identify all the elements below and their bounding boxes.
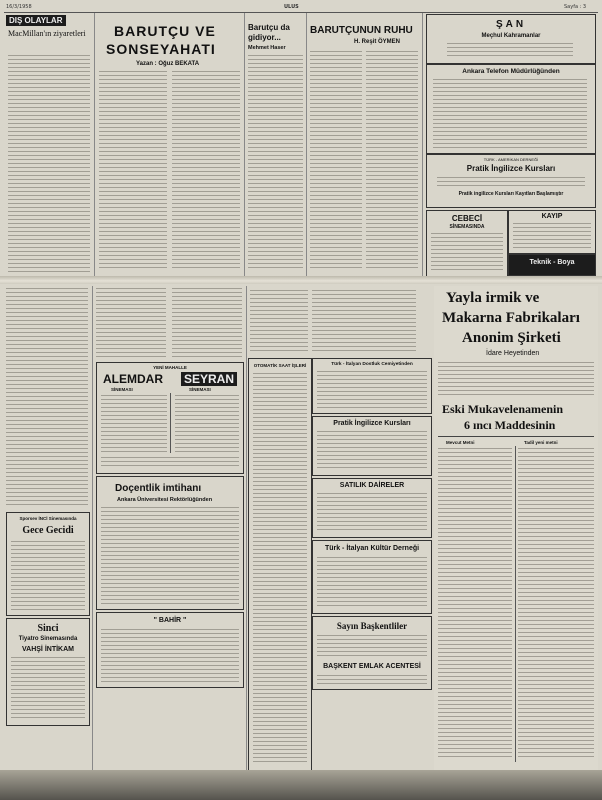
article-byline: Mehmet Haser: [248, 45, 286, 51]
article-title-line1: BARUTÇU VE: [114, 23, 216, 39]
ad-body: [438, 448, 512, 758]
ad-ankara-telefon: [426, 64, 596, 154]
ad-title: CEBECİ: [451, 214, 483, 223]
ad-title: Sayın Başkentliler: [336, 621, 408, 631]
ad-title: OTOMATİK SAAT İŞLERİ: [253, 363, 307, 368]
ad-body: [253, 373, 307, 763]
ad-body: [11, 657, 85, 719]
ad-body: [317, 635, 427, 659]
article-body: [366, 51, 418, 271]
cinema-left-name: ALEMDAR: [103, 372, 163, 386]
cinema-divider: [170, 393, 171, 453]
ad-title-line1: Yayla irmik ve: [446, 290, 540, 306]
ad-title-line3: Anonim Şirketi: [462, 330, 561, 346]
ad-subtitle: Meçhul Kahramanlar: [481, 33, 541, 39]
ad-body: [101, 507, 239, 605]
ad-body: [101, 629, 239, 683]
article-title: BARUTÇUNUN RUHU: [310, 25, 413, 36]
ad-turk-italyan-kultur: [312, 540, 432, 614]
ad-body: [518, 448, 594, 758]
article-body: [8, 55, 90, 275]
cinema-banner: YENİ MAHALLE: [153, 365, 187, 370]
column-divider: [515, 446, 516, 762]
ad-title: Gece Gecidi: [22, 525, 74, 536]
cinema-right-name: SEYRAN: [181, 372, 237, 386]
ad-title: Türk - İtalyan Kültür Derneği: [324, 545, 420, 552]
ad-body: [433, 79, 587, 149]
ad-body: [447, 43, 573, 59]
ad-title: Türk - İtalyan Dostluk Cemiyetinden: [331, 362, 413, 367]
table-edge: [0, 770, 602, 800]
ad-body: [101, 395, 167, 453]
ad-subtitle: Ankara Üniversitesi Rektörlüğünden: [117, 497, 213, 503]
ad-title: KAYIP: [541, 213, 563, 220]
article-title-line1: Barutçu da: [248, 23, 290, 32]
article-title-line2: SONSEYAHATI: [106, 41, 216, 57]
ad-otomatik: [248, 358, 312, 772]
ad-yayla-irmik: [434, 286, 598, 770]
article-byline: H. Reşit ÖYMEN: [354, 39, 401, 45]
section-label: DIŞ OLAYLAR: [6, 15, 66, 26]
ad-title-line2: Makarna Fabrikaları: [442, 310, 580, 326]
ad-docentlik: [96, 476, 244, 610]
paper-name: ULUS: [284, 4, 299, 10]
ad-body: [317, 431, 427, 471]
ad-pratik-ingilizce-2: [312, 416, 432, 476]
ad-body: [317, 493, 427, 533]
ad-body: [317, 371, 427, 409]
ad-body: [11, 541, 85, 611]
ad-body: [438, 362, 594, 398]
article-body: [6, 288, 88, 508]
column-lower-middle: [94, 286, 247, 770]
ad-body: [513, 223, 591, 249]
ad-kayip: [508, 210, 596, 254]
article-title: MacMillan'ın ziyaretleri: [8, 29, 86, 38]
column-barutcu-gidiyor: [246, 13, 307, 276]
article-body: [172, 288, 242, 358]
column-barutcu-seyahati: [96, 13, 245, 276]
issue-date: 16/3/1958: [6, 4, 32, 10]
article-body: [312, 290, 416, 354]
ad-subtitle: BAŞKENT EMLAK ACENTESİ: [323, 663, 421, 670]
ad-subtitle: Tiyatro Sinemasında: [18, 636, 78, 642]
ad-footer: [317, 675, 427, 685]
ad-footer: [101, 457, 239, 469]
masthead-strip: [4, 2, 598, 13]
article-byline: Yazan : Oğuz BEKATA: [136, 61, 200, 67]
ad-small: TÜRK - AMERİKAN DERNEĞİ: [483, 157, 539, 162]
ad-body: [317, 557, 427, 609]
article-body: [96, 288, 166, 358]
ad-teknik-boya: [508, 254, 596, 276]
article-body: [248, 55, 303, 271]
ad-turk-italyan-dostluk: [312, 358, 432, 414]
ad-sayin-baskentliler: [312, 616, 432, 690]
ad-title: Sinci: [37, 623, 59, 634]
ad-title: Doçentlik imtihanı: [115, 483, 202, 494]
ad-alemdar-seyran: [96, 362, 244, 474]
ad-pratik-ingilizce: [426, 154, 596, 208]
ad-satilik-daireler: [312, 478, 432, 538]
column-barutcunun-ruhu: [308, 13, 423, 276]
ad-bahir: [96, 612, 244, 688]
cinema-right-sub: SİNEMASI: [189, 387, 211, 392]
ad-title: Pratik İngilizce Kursları: [333, 420, 411, 427]
ad-cebeci-sinema: [426, 210, 508, 278]
cinema-left-sub: SİNEMASI: [111, 387, 133, 392]
ad-title-line5: 6 ıncı Maddesinin: [464, 418, 556, 432]
section-rule: [438, 436, 594, 437]
ad-small: Sporsev İNCİ Sinemasında: [19, 516, 77, 521]
page-number: Sayfa : 3: [564, 4, 587, 10]
ad-body: [431, 233, 503, 273]
column-lower-left: [4, 286, 93, 770]
ad-title: Pratik İngilizce Kursları: [466, 164, 556, 173]
ad-title: " BAHİR ": [153, 617, 187, 624]
ad-note: Pratik ingilizce Kursları Kayıtları Başlamıştır: [458, 191, 564, 197]
ad-title: Ankara Telefon Müdürlüğünden: [462, 68, 560, 75]
ad-gece-gecidi: [6, 512, 90, 616]
ad-vahsi-intikam: [6, 618, 90, 726]
page-fold: [0, 276, 602, 284]
article-title-line2: gidiyor...: [248, 33, 281, 42]
article-body: [99, 71, 167, 271]
article-body: [310, 51, 362, 271]
ad-title-line4: Eski Mukavelenamenin: [442, 402, 564, 416]
ad-title: Teknik - Boya: [529, 259, 575, 266]
article-body: [172, 71, 240, 271]
ad-subtitle: İdare Heyetinden: [486, 350, 540, 357]
ad-title: ŞAN: [495, 19, 527, 30]
ad-body: [437, 177, 585, 189]
article-body: [250, 290, 308, 354]
column-head-left: Mevcut Metni: [446, 440, 475, 445]
ad-body: [175, 395, 239, 453]
ad-san: [426, 14, 596, 64]
column-dis-olaylar: [4, 13, 95, 276]
ad-headline: VAHŞİ İNTİKAM: [22, 646, 74, 653]
column-head-right: Tadil yeni metni: [524, 440, 558, 445]
ad-title: SATILIK DAİRELER: [339, 482, 405, 489]
ad-subtitle: SİNEMASINDA: [449, 224, 485, 230]
